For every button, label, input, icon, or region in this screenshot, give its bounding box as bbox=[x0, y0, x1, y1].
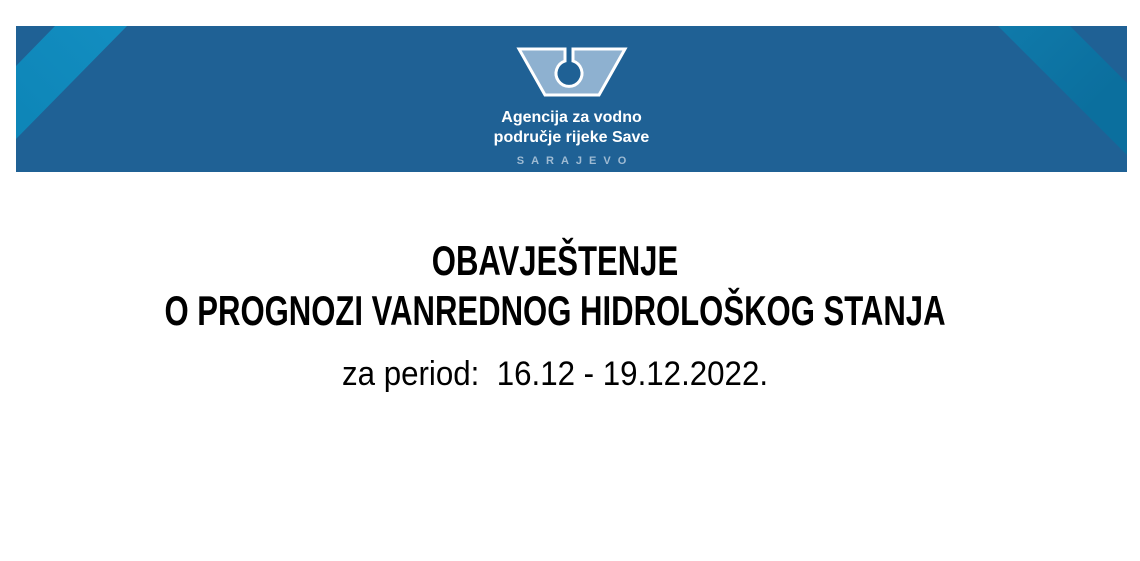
notice-title-line2: O PROGNOZI VANREDNOG HIDROLOŠKOG STANJA bbox=[164, 287, 946, 334]
header-banner bbox=[16, 26, 1127, 172]
dam-keyhole-logo-icon bbox=[516, 47, 628, 97]
notice-body bbox=[0, 172, 1140, 394]
agency-name-line1: Agencija za vodno bbox=[501, 109, 642, 126]
notice-title bbox=[0, 172, 1140, 394]
agency-logo-block bbox=[16, 47, 1127, 167]
agency-name-line2: područje rijeke Save bbox=[493, 129, 650, 146]
agency-city: SARAJEVO bbox=[516, 155, 634, 167]
notice-period: za period: 16.12 - 19.12.2022. bbox=[341, 355, 769, 393]
notice-title-line1: OBAVJEŠTENJE bbox=[431, 237, 679, 284]
